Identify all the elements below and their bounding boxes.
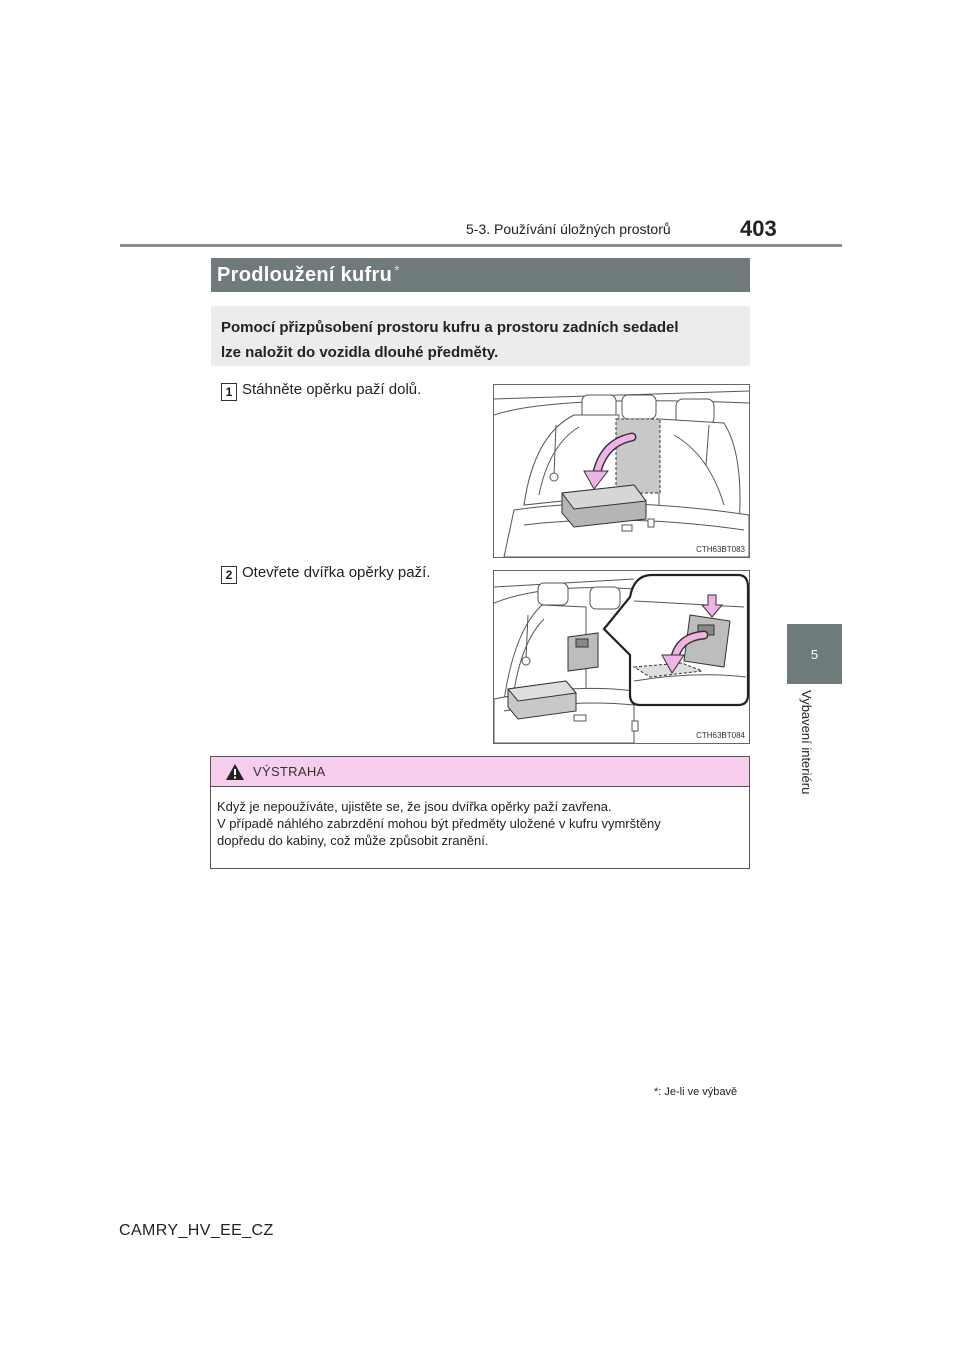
chapter-tab xyxy=(787,624,842,684)
step-text-2: Otevřete dvířka opěrky paží. xyxy=(242,564,431,581)
warning-body xyxy=(211,787,749,849)
figure-code-2: CTH63BT084 xyxy=(696,731,745,740)
asterisk-icon: * xyxy=(654,1086,659,1098)
figure-code-1: CTH63BT083 xyxy=(696,545,745,554)
warning-box xyxy=(210,756,750,869)
step-badge-2: 2 xyxy=(221,566,237,584)
warning-heading: VÝSTRAHA xyxy=(253,764,326,779)
step-text-1: Stáhněte opěrku paží dolů. xyxy=(242,381,422,398)
section-reference: 5-3. Používání úložných prostorů xyxy=(466,221,671,237)
section-title-bar xyxy=(211,258,750,292)
figure-armrest-down xyxy=(493,384,750,558)
intro-line-1: Pomocí přizpůsobení prostoru kufru a prostoru zadních sedadel xyxy=(221,319,679,336)
rear-seat-armrest-down-illustration xyxy=(494,385,749,557)
step-badge-1: 1 xyxy=(221,383,237,401)
warning-triangle-icon xyxy=(225,763,245,781)
figure-armrest-door-open xyxy=(493,570,750,744)
chapter-title: Vybavení interiéru xyxy=(799,690,814,795)
document-id: CAMRY_HV_EE_CZ xyxy=(119,1222,274,1239)
intro-line-2: lze naložit do vozidla dlouhé předměty. xyxy=(221,344,499,361)
section-title: Prodloužení kufru xyxy=(217,263,393,286)
warning-line-2: V případě náhlého zabrzdění mohou být předměty uložené v kufru vymrštěny xyxy=(217,816,661,831)
footnote-text: : Je-li ve výbavě xyxy=(658,1086,738,1098)
warning-line-1: Když je nepoužíváte, ujistěte se, že jsou dvířka opěrky paží zavřena. xyxy=(217,799,612,814)
warning-header xyxy=(211,757,749,787)
warning-line-3: dopředu do kabiny, což může způsobit zranění. xyxy=(217,833,489,848)
chapter-number: 5 xyxy=(810,646,819,662)
asterisk-icon: * xyxy=(394,262,400,278)
intro-summary xyxy=(211,306,750,366)
header-rule xyxy=(120,244,842,247)
footnote xyxy=(654,1086,737,1098)
armrest-door-open-illustration xyxy=(494,571,749,743)
page-number: 403 xyxy=(740,216,777,241)
